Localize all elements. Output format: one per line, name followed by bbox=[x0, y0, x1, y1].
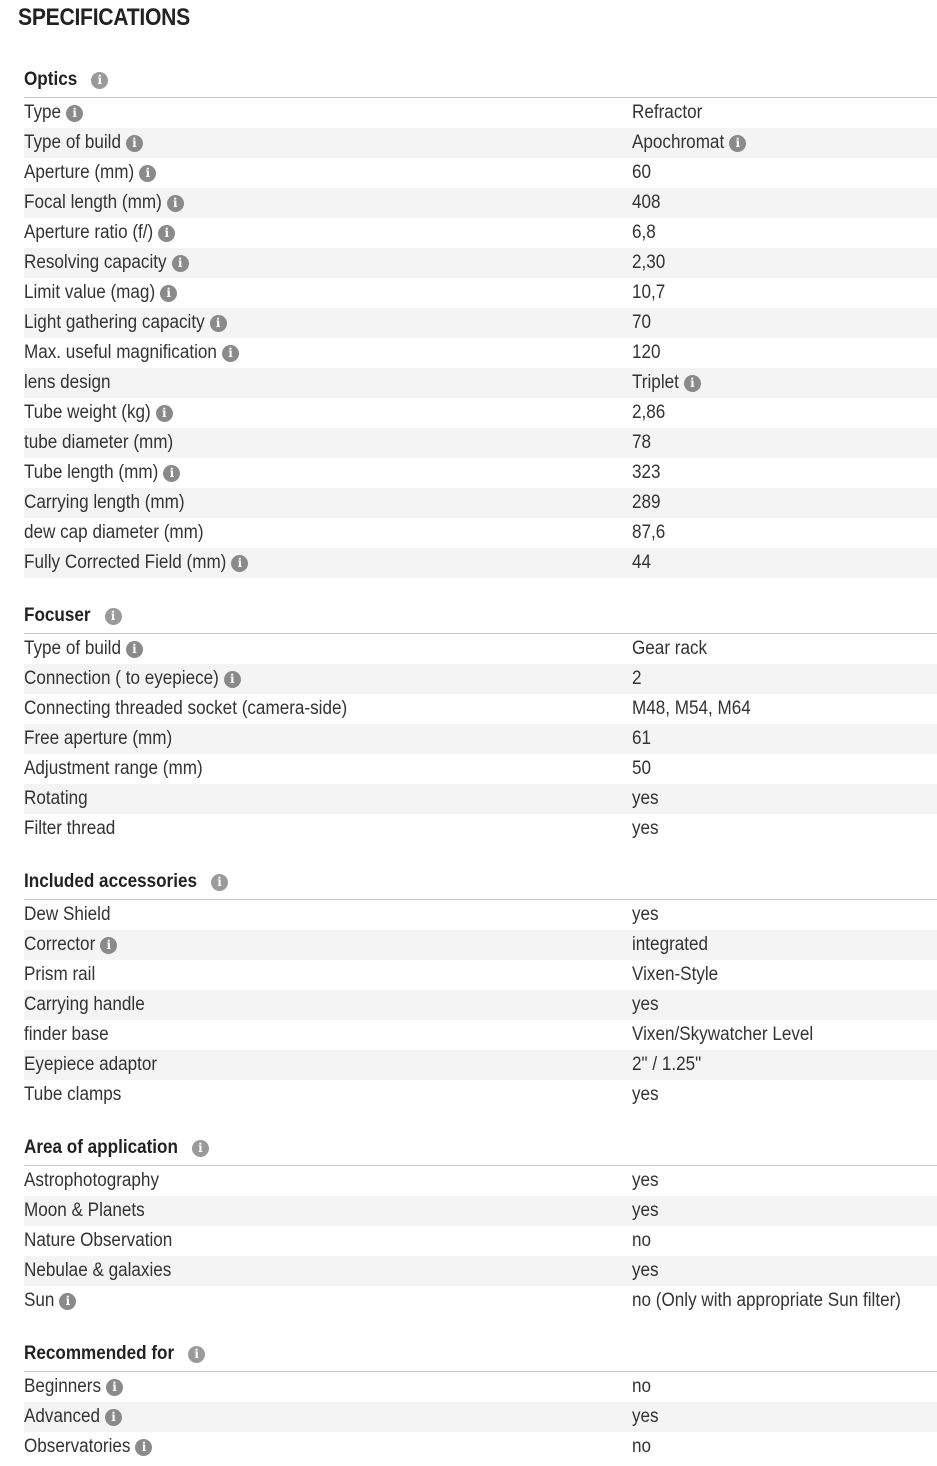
section-header bbox=[24, 1131, 937, 1166]
spec-row bbox=[24, 1402, 937, 1432]
label-text: Eyepiece adaptor bbox=[24, 1054, 158, 1075]
value-text: 70 bbox=[632, 312, 652, 333]
label-text: Advanced bbox=[24, 1406, 101, 1427]
spec-value bbox=[632, 1376, 653, 1398]
spec-label bbox=[24, 402, 632, 424]
value-text: 61 bbox=[632, 728, 652, 749]
label-text: Adjustment range (mm) bbox=[24, 758, 203, 779]
spec-label bbox=[24, 492, 632, 514]
spec-label bbox=[24, 698, 632, 720]
spec-row bbox=[24, 990, 937, 1020]
spec-label bbox=[24, 638, 632, 660]
label-text: Light gathering capacity bbox=[24, 312, 205, 333]
value-text: yes bbox=[632, 818, 659, 839]
value-text: 2" / 1.25" bbox=[632, 1054, 702, 1075]
spec-value bbox=[632, 102, 710, 124]
spec-label bbox=[24, 252, 632, 274]
value-text: 10,7 bbox=[632, 282, 666, 303]
label-text: Nebulae & galaxies bbox=[24, 1260, 172, 1281]
section-title: Recommended for bbox=[24, 1343, 175, 1364]
value-text: Gear rack bbox=[632, 638, 708, 659]
spec-row bbox=[24, 488, 937, 518]
section-info-icon[interactable]: i bbox=[91, 72, 108, 89]
section-info-icon[interactable]: i bbox=[192, 1140, 209, 1157]
spec-label bbox=[24, 1290, 632, 1312]
spec-row bbox=[24, 1286, 937, 1316]
spec-row bbox=[24, 218, 937, 248]
spec-label bbox=[24, 522, 632, 544]
section-title: Included accessories bbox=[24, 871, 197, 892]
label-text: Observatories bbox=[24, 1436, 131, 1457]
label-text: Astrophotography bbox=[24, 1170, 159, 1191]
spec-value bbox=[632, 1290, 931, 1312]
spec-label bbox=[24, 102, 632, 124]
label-text: Resolving capacity bbox=[24, 252, 167, 273]
value-text: Vixen/Skywatcher Level bbox=[632, 1024, 814, 1045]
spec-value bbox=[632, 728, 653, 750]
label-text: Prism rail bbox=[24, 964, 96, 985]
label-text: Beginners bbox=[24, 1376, 102, 1397]
value-text: Refractor bbox=[632, 102, 703, 123]
value-text: yes bbox=[632, 994, 659, 1015]
spec-label bbox=[24, 1170, 632, 1192]
spec-label bbox=[24, 994, 632, 1016]
spec-row bbox=[24, 960, 937, 990]
label-info-icon[interactable]: i bbox=[156, 405, 173, 422]
spec-value bbox=[632, 402, 669, 424]
spec-row bbox=[24, 1432, 937, 1462]
label-text: Connection ( to eyepiece) bbox=[24, 668, 219, 689]
spec-label bbox=[24, 192, 632, 214]
spec-value bbox=[632, 1170, 662, 1192]
spec-value bbox=[632, 994, 662, 1016]
spec-value bbox=[632, 252, 669, 274]
spec-value bbox=[632, 964, 728, 986]
spec-value bbox=[632, 668, 643, 690]
value-text: 44 bbox=[632, 552, 652, 573]
spec-value bbox=[632, 788, 662, 810]
spec-row bbox=[24, 248, 937, 278]
spec-value bbox=[632, 1260, 662, 1282]
spec-row bbox=[24, 1226, 937, 1256]
label-text: Tube length (mm) bbox=[24, 462, 159, 483]
section-included-accessories bbox=[24, 865, 937, 1110]
value-text: yes bbox=[632, 904, 659, 925]
label-text: Type of build bbox=[24, 132, 121, 153]
spec-label bbox=[24, 758, 632, 780]
label-info-icon[interactable]: i bbox=[163, 465, 180, 482]
spec-label bbox=[24, 1406, 632, 1428]
value-text: yes bbox=[632, 1406, 659, 1427]
spec-value bbox=[632, 282, 669, 304]
section-title: Focuser bbox=[24, 605, 91, 626]
spec-label bbox=[24, 1230, 632, 1252]
label-info-icon[interactable]: i bbox=[231, 555, 248, 572]
spec-value bbox=[632, 342, 664, 364]
section-header bbox=[24, 865, 937, 900]
label-info-icon[interactable]: i bbox=[167, 195, 184, 212]
label-info-icon[interactable]: i bbox=[139, 165, 156, 182]
spec-value bbox=[632, 1024, 833, 1046]
page-title: SPECIFICATIONS bbox=[18, 4, 190, 31]
label-text: Tube clamps bbox=[24, 1084, 122, 1105]
spec-row bbox=[24, 278, 937, 308]
spec-value bbox=[632, 462, 664, 484]
section-header bbox=[24, 1337, 937, 1372]
section-optics bbox=[24, 63, 937, 578]
value-text: no (Only with appropriate Sun filter) bbox=[632, 1290, 901, 1311]
value-text: yes bbox=[632, 1260, 659, 1281]
spec-row bbox=[24, 1372, 937, 1402]
label-text: Corrector bbox=[24, 934, 96, 955]
value-text: 2,86 bbox=[632, 402, 666, 423]
spec-value bbox=[632, 162, 653, 184]
label-text: Filter thread bbox=[24, 818, 116, 839]
spec-row bbox=[24, 1256, 937, 1286]
spec-row bbox=[24, 548, 937, 578]
spec-value bbox=[632, 522, 669, 544]
spec-value bbox=[632, 638, 715, 660]
label-info-icon[interactable]: i bbox=[135, 1439, 152, 1456]
spec-value bbox=[632, 934, 717, 956]
spec-label bbox=[24, 818, 632, 840]
spec-label bbox=[24, 342, 632, 364]
label-text: Aperture (mm) bbox=[24, 162, 135, 183]
spec-label bbox=[24, 1084, 632, 1106]
value-text: M48, M54, M64 bbox=[632, 698, 751, 719]
spec-label bbox=[24, 132, 632, 154]
label-text: lens design bbox=[24, 372, 111, 393]
spec-row bbox=[24, 1166, 937, 1196]
label-info-icon[interactable]: i bbox=[59, 1293, 76, 1310]
spec-row bbox=[24, 188, 937, 218]
value-text: Apochromat bbox=[632, 132, 725, 153]
label-info-icon[interactable]: i bbox=[172, 255, 189, 272]
label-text: Moon & Planets bbox=[24, 1200, 145, 1221]
spec-row bbox=[24, 694, 937, 724]
value-text: no bbox=[632, 1230, 652, 1251]
label-info-icon[interactable]: i bbox=[66, 105, 83, 122]
spec-value bbox=[632, 818, 662, 840]
value-info-icon[interactable]: i bbox=[729, 135, 746, 152]
spec-row bbox=[24, 1050, 937, 1080]
spec-label bbox=[24, 372, 632, 394]
label-info-icon[interactable]: i bbox=[105, 1409, 122, 1426]
spec-label bbox=[24, 432, 632, 454]
spec-row bbox=[24, 1020, 937, 1050]
value-text: Vixen-Style bbox=[632, 964, 719, 985]
value-info-icon[interactable]: i bbox=[684, 375, 701, 392]
section-title: Optics bbox=[24, 69, 78, 90]
section-focuser bbox=[24, 599, 937, 844]
spec-value bbox=[632, 1436, 653, 1458]
spec-row bbox=[24, 338, 937, 368]
value-text: 120 bbox=[632, 342, 661, 363]
value-text: no bbox=[632, 1436, 652, 1457]
spec-row bbox=[24, 368, 937, 398]
value-text: 408 bbox=[632, 192, 661, 213]
spec-value bbox=[632, 1230, 653, 1252]
value-text: yes bbox=[632, 788, 659, 809]
spec-value bbox=[632, 492, 664, 514]
value-text: 323 bbox=[632, 462, 661, 483]
spec-label bbox=[24, 668, 632, 690]
value-text: 6,8 bbox=[632, 222, 656, 243]
value-text: Triplet bbox=[632, 372, 679, 393]
label-text: Nature Observation bbox=[24, 1230, 173, 1251]
spec-label bbox=[24, 312, 632, 334]
spec-label bbox=[24, 1260, 632, 1282]
spec-label bbox=[24, 728, 632, 750]
spec-value bbox=[632, 758, 653, 780]
label-info-icon[interactable]: i bbox=[106, 1379, 123, 1396]
section-info-icon[interactable]: i bbox=[211, 874, 228, 891]
label-info-icon[interactable]: i bbox=[126, 641, 143, 658]
label-info-icon[interactable]: i bbox=[224, 671, 241, 688]
spec-label bbox=[24, 162, 632, 184]
spec-label bbox=[24, 964, 632, 986]
spec-value bbox=[632, 372, 701, 394]
spec-label bbox=[24, 788, 632, 810]
spec-label bbox=[24, 552, 632, 574]
spec-row bbox=[24, 814, 937, 844]
value-text: 2,30 bbox=[632, 252, 666, 273]
value-text: integrated bbox=[632, 934, 709, 955]
spec-label bbox=[24, 1376, 632, 1398]
spec-row bbox=[24, 128, 937, 158]
spec-value bbox=[632, 432, 653, 454]
value-text: 87,6 bbox=[632, 522, 666, 543]
label-text: Type of build bbox=[24, 638, 121, 659]
spec-label bbox=[24, 222, 632, 244]
spec-label bbox=[24, 904, 632, 926]
spec-row bbox=[24, 98, 937, 128]
value-text: 50 bbox=[632, 758, 652, 779]
spec-row bbox=[24, 754, 937, 784]
spec-value bbox=[632, 1406, 662, 1428]
label-text: Limit value (mag) bbox=[24, 282, 156, 303]
value-text: 2 bbox=[632, 668, 642, 689]
spec-label bbox=[24, 462, 632, 484]
label-info-icon[interactable]: i bbox=[158, 225, 175, 242]
section-area-of-application bbox=[24, 1131, 937, 1316]
label-info-icon[interactable]: i bbox=[160, 285, 177, 302]
spec-value bbox=[632, 132, 746, 154]
spec-value bbox=[632, 1084, 662, 1106]
spec-row bbox=[24, 398, 937, 428]
label-text: dew cap diameter (mm) bbox=[24, 522, 204, 543]
spec-row bbox=[24, 458, 937, 488]
label-text: Fully Corrected Field (mm) bbox=[24, 552, 227, 573]
section-title: Area of application bbox=[24, 1137, 178, 1158]
spec-row bbox=[24, 900, 937, 930]
label-text: Connecting threaded socket (camera-side) bbox=[24, 698, 348, 719]
label-text: Dew Shield bbox=[24, 904, 111, 925]
section-header bbox=[24, 599, 937, 634]
label-text: Sun bbox=[24, 1290, 55, 1311]
spec-label bbox=[24, 1200, 632, 1222]
spec-label bbox=[24, 1024, 632, 1046]
label-text: Free aperture (mm) bbox=[24, 728, 173, 749]
spec-value bbox=[632, 552, 653, 574]
spec-row bbox=[24, 518, 937, 548]
label-text: finder base bbox=[24, 1024, 109, 1045]
spec-value bbox=[632, 904, 662, 926]
spec-value bbox=[632, 192, 664, 214]
spec-row bbox=[24, 930, 937, 960]
label-text: Aperture ratio (f/) bbox=[24, 222, 154, 243]
label-text: Carrying length (mm) bbox=[24, 492, 185, 513]
label-text: Rotating bbox=[24, 788, 88, 809]
spec-value bbox=[632, 312, 653, 334]
spec-row bbox=[24, 664, 937, 694]
label-info-icon[interactable]: i bbox=[100, 937, 117, 954]
spec-row bbox=[24, 308, 937, 338]
value-text: 289 bbox=[632, 492, 661, 513]
spec-row bbox=[24, 158, 937, 188]
label-text: Tube weight (kg) bbox=[24, 402, 151, 423]
value-text: no bbox=[632, 1376, 652, 1397]
label-text: Carrying handle bbox=[24, 994, 145, 1015]
section-info-icon[interactable]: i bbox=[105, 608, 122, 625]
spec-row bbox=[24, 724, 937, 754]
spec-value bbox=[632, 222, 658, 244]
value-text: 60 bbox=[632, 162, 652, 183]
value-text: yes bbox=[632, 1084, 659, 1105]
spec-row bbox=[24, 634, 937, 664]
label-text: Focal length (mm) bbox=[24, 192, 162, 213]
value-text: yes bbox=[632, 1200, 659, 1221]
spec-row bbox=[24, 428, 937, 458]
label-text: tube diameter (mm) bbox=[24, 432, 174, 453]
spec-label bbox=[24, 934, 632, 956]
section-recommended-for bbox=[24, 1337, 937, 1462]
spec-label bbox=[24, 282, 632, 304]
spec-value bbox=[632, 1200, 662, 1222]
section-header bbox=[24, 63, 937, 98]
label-text: Type bbox=[24, 102, 62, 123]
spec-row bbox=[24, 784, 937, 814]
spec-value bbox=[632, 698, 764, 720]
label-info-icon[interactable]: i bbox=[222, 345, 239, 362]
spec-value bbox=[632, 1054, 709, 1076]
label-text: Max. useful magnification bbox=[24, 342, 217, 363]
label-info-icon[interactable]: i bbox=[210, 315, 227, 332]
label-info-icon[interactable]: i bbox=[126, 135, 143, 152]
spec-row bbox=[24, 1080, 937, 1110]
spec-label bbox=[24, 1054, 632, 1076]
spec-label bbox=[24, 1436, 632, 1458]
value-text: 78 bbox=[632, 432, 652, 453]
value-text: yes bbox=[632, 1170, 659, 1191]
spec-row bbox=[24, 1196, 937, 1226]
section-info-icon[interactable]: i bbox=[188, 1346, 205, 1363]
